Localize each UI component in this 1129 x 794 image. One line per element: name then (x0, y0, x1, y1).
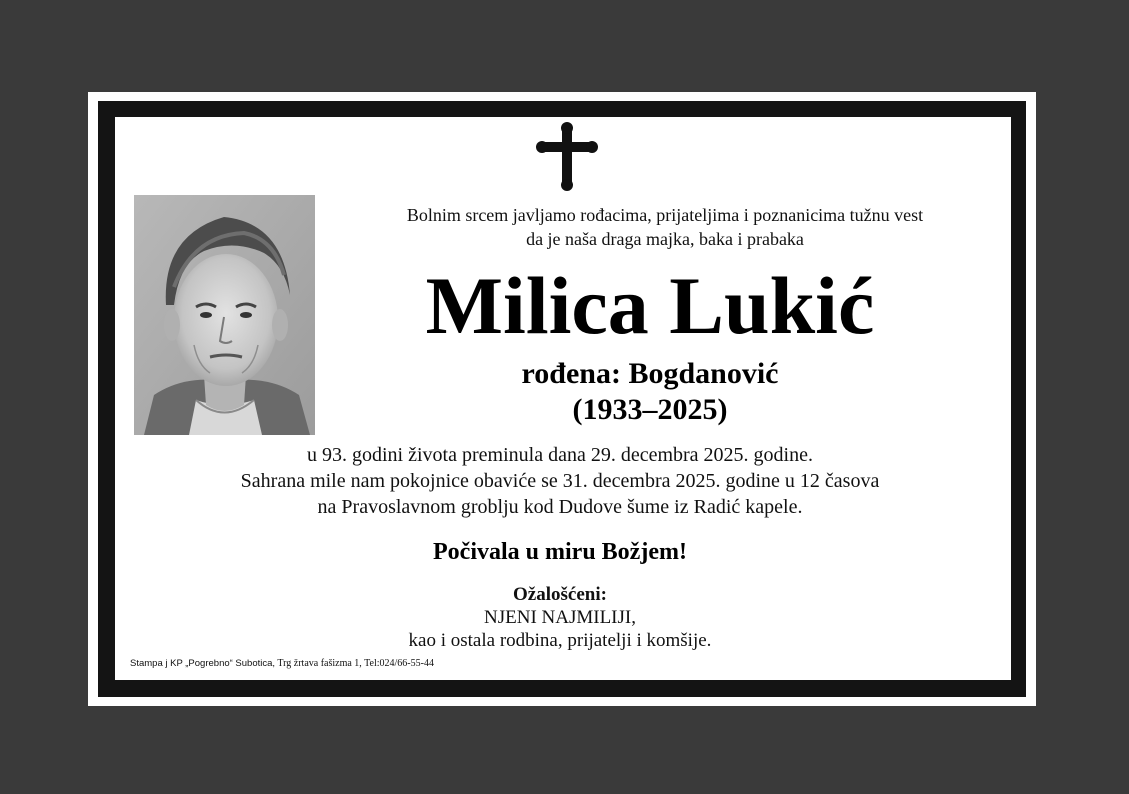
portrait-image (134, 195, 315, 435)
cross-icon (536, 120, 598, 192)
mourners-line-2: kao i ostala rodbina, prijatelji i komšije. (408, 630, 712, 651)
intro-text (330, 203, 1000, 251)
deceased-name: Milica Lukić (425, 260, 875, 351)
detail-line-1: u 93. godini života preminula dana 29. decembra 2025. godine. (307, 444, 813, 466)
detail-line-2: Sahrana mile nam pokojnice obaviće se 31. decembra 2025. godine u 12 časova (240, 470, 880, 492)
maiden-name: rođena: Bogdanović (521, 357, 779, 390)
intro-line-2: da je naša draga majka, baka i prabaka (526, 229, 804, 249)
mourners-line-1: NJENI NAJMILIJI, (484, 607, 636, 628)
rest-in-peace: Počivala u miru Božjem! (433, 539, 687, 565)
printer-credit (130, 658, 434, 670)
printer-credit-address: Trg žrtava fašizma 1, Tel:024/66-55-44 (275, 658, 434, 669)
funeral-details (120, 442, 1000, 520)
intro-line-1: Bolnim srcem javljamo rođacima, prijateljima i poznanicima tužnu vest (406, 205, 924, 225)
mourners-label: Ožalošćeni: (513, 584, 607, 605)
mourners-block (120, 583, 1000, 652)
detail-line-3: na Pravoslavnom groblju kod Dudove šume iz Radić kapele. (317, 496, 803, 518)
printer-credit-company: Stampa j KP „Pogrebno“ Subotica, (130, 658, 276, 669)
life-years: (1933–2025) (572, 393, 728, 426)
portrait-photo (134, 195, 315, 435)
